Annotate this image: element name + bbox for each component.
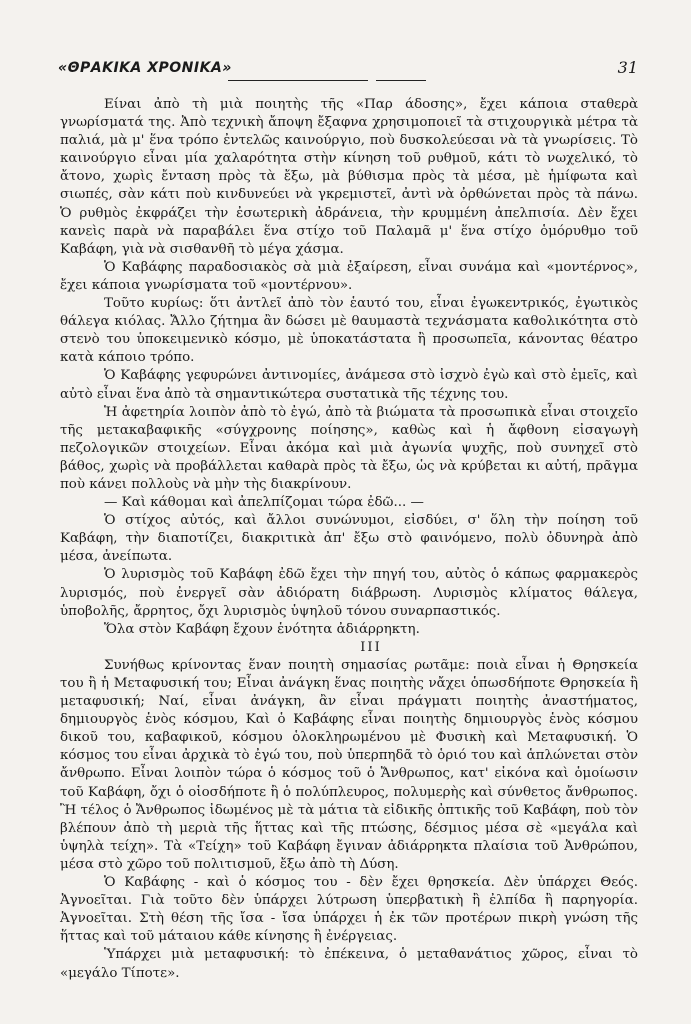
paragraph: Ἡ ἀφετηρία λοιπὸν ἀπὸ τὸ ἐγώ, ἀπὸ τὰ βιώματα τὰ προσωπικὰ εἶναι στοιχεῖο τῆς μετακαβαφικῆς «σύγχρονης ποίησης», καθὼς καὶ ἡ ἄφθονη εἰσαγωγὴ πεζολογικῶν στοιχείων. Εἶναι ἀκόμα καὶ μιὰ ἀγωνία ψυχῆς, ποὺ συνηχεῖ στὸ βάθος, χωρὶς νὰ προβάλλεται καθαρὰ πρὸς τὰ ἔξω, ὡς νὰ κρύβεται κι αὐτή, πρᾶγμα ποὺ κάνει πολλοὺς νὰ μὴν τὴς διακρίνουν.	[60, 404, 638, 492]
journal-title: «ΘΡΑΚΙΚΑ ΧΡΟΝΙΚΑ»	[58, 60, 232, 76]
paragraph: Είναι ἀπὸ τὴ μιὰ ποιητὴς τῆς «Παρ άδοσης», ἔχει κάποια σταθερὰ γνωρίσματά της. Ἀπὸ τεχνικὴ ἄποψη ἔξαφνα χρησιμοποιεῖ τὰ στιχουργικὰ μέτρα τὰ παλιά, μὰ μ' ἕνα τρόπο ἐντελῶς καινούργιο, ποὺ δυσκολεύεσαι νὰ τὰ γνωρίσεις. Τὸ καινούργιο εἶναι μία χαλαρότητα στὴν κίνηση τοῦ ρυθμοῦ, κάτι τὸ νωχελικό, τὸ ἄτονο, χωρὶς ἔνταση πρὸς τὰ ἔξω, μὰ βύθισμα πρὸς τὰ μέσα, μὲ ἡμίφωτα καὶ σιωπές, σὰν κάτι ποὺ κινδυνεύει νὰ γκρεμιστεῖ, ἀντὶ νὰ ὀρθώνεται πρὸς τὰ πάνω. Ὁ ρυθμὸς ἐκφράζει τὴν ἐσωτερικὴ ἀδράνεια, τὴν κρυμμένη ἀπελπισία. Δὲν ἔχει κανεὶς παρὰ νὰ παραβάλει ἕνα στίχο τοῦ Παλαμᾶ μ' ἕνα στίχο ὁμόρυθμο τοῦ Καβάφη, γιὰ νὰ σισθανθῆ τὸ μέγα χάσμα.	[60, 97, 638, 257]
page-header	[58, 58, 638, 82]
paragraph: Ὁ λυρισμὸς τοῦ Καβάφη ἐδῶ ἔχει τὴν πηγή του, αὐτὸς ὁ κάπως φαρμακερὸς λυρισμός, ποὺ ἐνεργεῖ σὰν ἀδιόρατη διάβρωση. Λυρισμὸς κλίματος θάλεγα, ὑποβολῆς, ἄρρητος, ὄχι λυρισμὸς ὑψηλοῦ τόνου συναρπαστικός.	[60, 567, 638, 619]
paragraph: Ὑπάρχει μιὰ μεταφυσική: τὸ ἐπέκεινα, ὁ μεταθανάτιος χῶρος, εἶναι τὸ «μεγάλο Τίποτε».	[60, 947, 638, 981]
header-rule	[376, 80, 426, 81]
paragraph: Ὁ Καβάφης παραδοσιακὸς σὰ μιὰ ἐξαίρεση, εἶναι συνάμα καὶ «μοντέρνος», ἔχει κάποια γνωρίσματα τοῦ «μοντέρνου».	[60, 259, 638, 293]
paragraph: Ὅλα στὸν Καβάφη ἔχουν ἑνότητα ἀδιάρρηκτη.	[104, 621, 420, 637]
header-rule	[228, 80, 368, 81]
paragraph: Συνήθως κρίνοντας ἕναν ποιητὴ σημασίας ρωτᾶμε: ποιὰ εἶναι ἡ Θρησκεία του ἢ ἡ Μεταφυσική του; Εἶναι ἀνάγκη ἕνας ποιητὴς νἄχει ὁπωσδήποτε Θρησκεία ἢ μεταφυσική; Ναί, εἶναι ἀνάγκη, ἂν εἶναι πράγματι ποιητὴς ἀναστήματος, δημιουργὸς ἑνὸς κόσμου, Καὶ ὁ Καβάφης εἶναι ποιητὴς δημιουργὸς ἑνὸς κόσμου δικοῦ του, καβαφικοῦ, κόσμου ὁλοκληρωμένου μὲ Φυσικὴ καὶ Μεταφυσική. Ὁ κόσμος του εἶναι ἀρχικὰ τὸ ἐγώ του, ποὺ ὑπερπηδᾶ τὸ ὁριό του καὶ ἁπλώνεται στὸν ἄνθρωπο. Εἶναι λοιπὸν τώρα ὁ κόσμος τοῦ ὁ Ἄνθρωπος, κατ' εἰκόνα καὶ ὁμοίωσιν τοῦ Καβάφη, ὄχι ὁ οἱοσδήποτε ἢ ὁ πολύπλευρος, πολυμερὴς καὶ σύνθετος ἄνθρωπος. Ἢ τέλος ὁ Ἄνθρωπος ἰδωμένος μὲ τὰ μάτια τὰ εἰδικῆς ὀπτικῆς τοῦ Καβάφη, ποὺ τὸν βλέπουν ἀπὸ τὴ μεριὰ τῆς ἥττας καὶ τῆς πτώσης, δέσμιος μέσα σὲ «μεγάλα καὶ ὑψηλὰ τείχη». Τὰ «Τείχη» τοῦ Καβάφη ἔγιναν ἀδιάρρηκτα πλαίσια τοῦ Ἀνθρώπου, μέσα στὸ χῶρο τοῦ πολιτισμοῦ, ἔξω ἀπὸ τὴ Δύση.	[60, 657, 638, 872]
paragraph: Ὁ στίχος αὐτός, καὶ ἄλλοι συνώνυμοι, εἰσδύει, σ' ὅλη τὴν ποίηση τοῦ Καβάφη, τὴν διαποτίζει, διακριτικὰ ἀπ' ἔξω στὸ φαινόμενο, πολὺ ὀδυνηρὰ ἀπὸ μέσα, ἀνείπωτα.	[60, 513, 638, 565]
paragraph: Ὁ Καβάφης - καὶ ὁ κόσμος του - δὲν ἔχει θρησκεία. Δὲν ὑπάρχει Θεός. Ἀγνοεῖται. Γιὰ τοῦτο δὲν ὑπάρχει λύτρωση ὑπερβατικὴ ἢ ἐλπίδα ἢ παρηγορία. Ἀγνοεῖται. Στὴ θέση τῆς ἴσα - ἴσα ὑπάρχει ἡ ἐκ τῶν προτέρων πικρὴ γνώση τῆς ἥττας καὶ τοῦ μάταιου κάθε κίνησης ἢ ἐνέργειας.	[60, 875, 638, 945]
paragraph: Τοῦτο κυρίως: ὅτι ἀντλεῖ ἀπὸ τὸν ἑαυτό του, εἶναι ἐγωκεντρικός, ἐγωτικὸς θάλεγα κιόλας. Ἄλλο ζήτημα ἂν δώσει μὲ θαυμαστὰ τεχνάσματα καθολικότητα στὸ στενὸ του ὑποκειμενικὸ κόσμο, μὲ ὑποκατάστατα ἢ προσωπεῖα, κάνοντας θέατρο κατὰ κάποιο τρόπο.	[60, 296, 638, 366]
page-number: 31	[617, 58, 638, 77]
quoted-verse: — Καὶ κάθομαι καὶ ἀπελπίζομαι τώρα ἐδῶ... —	[104, 495, 424, 511]
article-body	[60, 96, 638, 983]
paragraph: Ὁ Καβάφης γεφυρώνει ἀντινομίες, ἀνάμεσα στὸ ἰσχνὸ ἐγὼ καὶ στὸ ἐμεῖς, καὶ αὐτὸ εἶναι ἕνα ἀπὸ τὰ σημαντικώτερα συστατικὰ τῆς τέχνης του.	[60, 368, 638, 402]
section-mark: III	[360, 639, 382, 655]
